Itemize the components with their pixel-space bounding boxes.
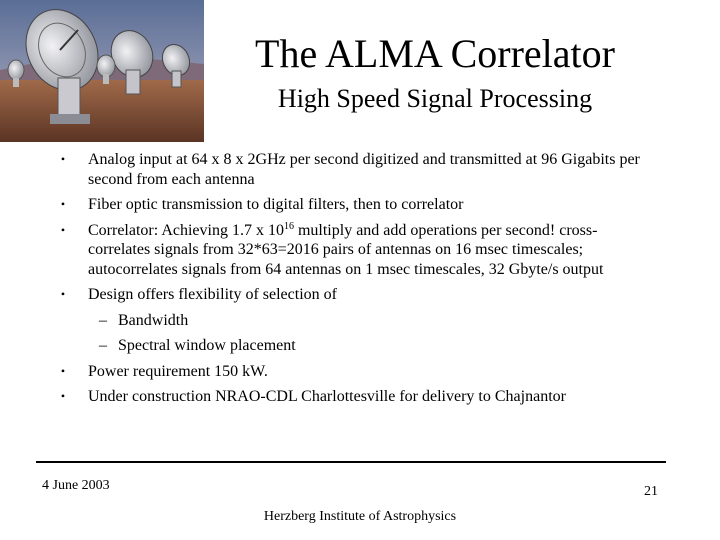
bullet-item [56, 387, 656, 407]
bullet-text: Under construction NRAO-CDL Charlottesville for delivery to Chajnantor [88, 388, 566, 405]
page-number: 21 [644, 484, 658, 499]
bullet-text: Design offers flexibility of selection of [88, 286, 337, 303]
sub-bullet-symbol: – [99, 311, 107, 329]
bullet-text-part: multiply and add operations per second! cross-correlates signals from 32*63=2016 pairs of antennas on 16 msec timescales; autocorrelates signals from 64 antennas on 1 msec timescales, 32 Gbyte/s output [88, 221, 604, 278]
slide-title: The ALMA Correlator [255, 31, 615, 76]
bullet-symbol: • [60, 152, 66, 166]
bullet-list [56, 150, 656, 413]
bullet-item [56, 195, 656, 215]
bullet-item [56, 362, 656, 382]
bullet-item [56, 221, 656, 280]
bullet-text: Spectral window placement [118, 337, 296, 354]
footer-divider [36, 461, 666, 463]
bullet-item [56, 285, 656, 305]
bullet-text-part: Correlator: Achieving 1.7 x 10 [88, 221, 284, 239]
sub-bullet-item [56, 336, 656, 356]
sub-bullet-symbol: – [99, 337, 107, 354]
bullet-text: Bandwidth [118, 311, 189, 329]
bullet-symbol: • [60, 197, 66, 211]
exponent: 16 [283, 220, 294, 232]
slide-date: 4 June 2003 [42, 478, 110, 493]
footer-institution: Herzberg Institute of Astrophysics [263, 509, 457, 524]
bullet-symbol: • [60, 287, 66, 301]
bullet-text [88, 222, 603, 278]
bullet-text: Analog input at 64 x 8 x 2GHz per second digitized and transmitted at 96 Gigabits per second from each antenna [88, 151, 640, 188]
bullet-symbol: • [60, 363, 66, 378]
bullet-item [56, 150, 656, 189]
bullet-text: Power requirement 150 kW. [88, 362, 268, 380]
bullet-text: Fiber optic transmission to digital filters, then to correlator [88, 196, 464, 213]
alma-antenna-array-image [0, 0, 204, 142]
bullet-symbol: • [60, 389, 66, 403]
sub-bullet-item [56, 311, 656, 331]
slide-subtitle: High Speed Signal Processing [277, 84, 593, 113]
bullet-symbol: • [60, 222, 66, 237]
